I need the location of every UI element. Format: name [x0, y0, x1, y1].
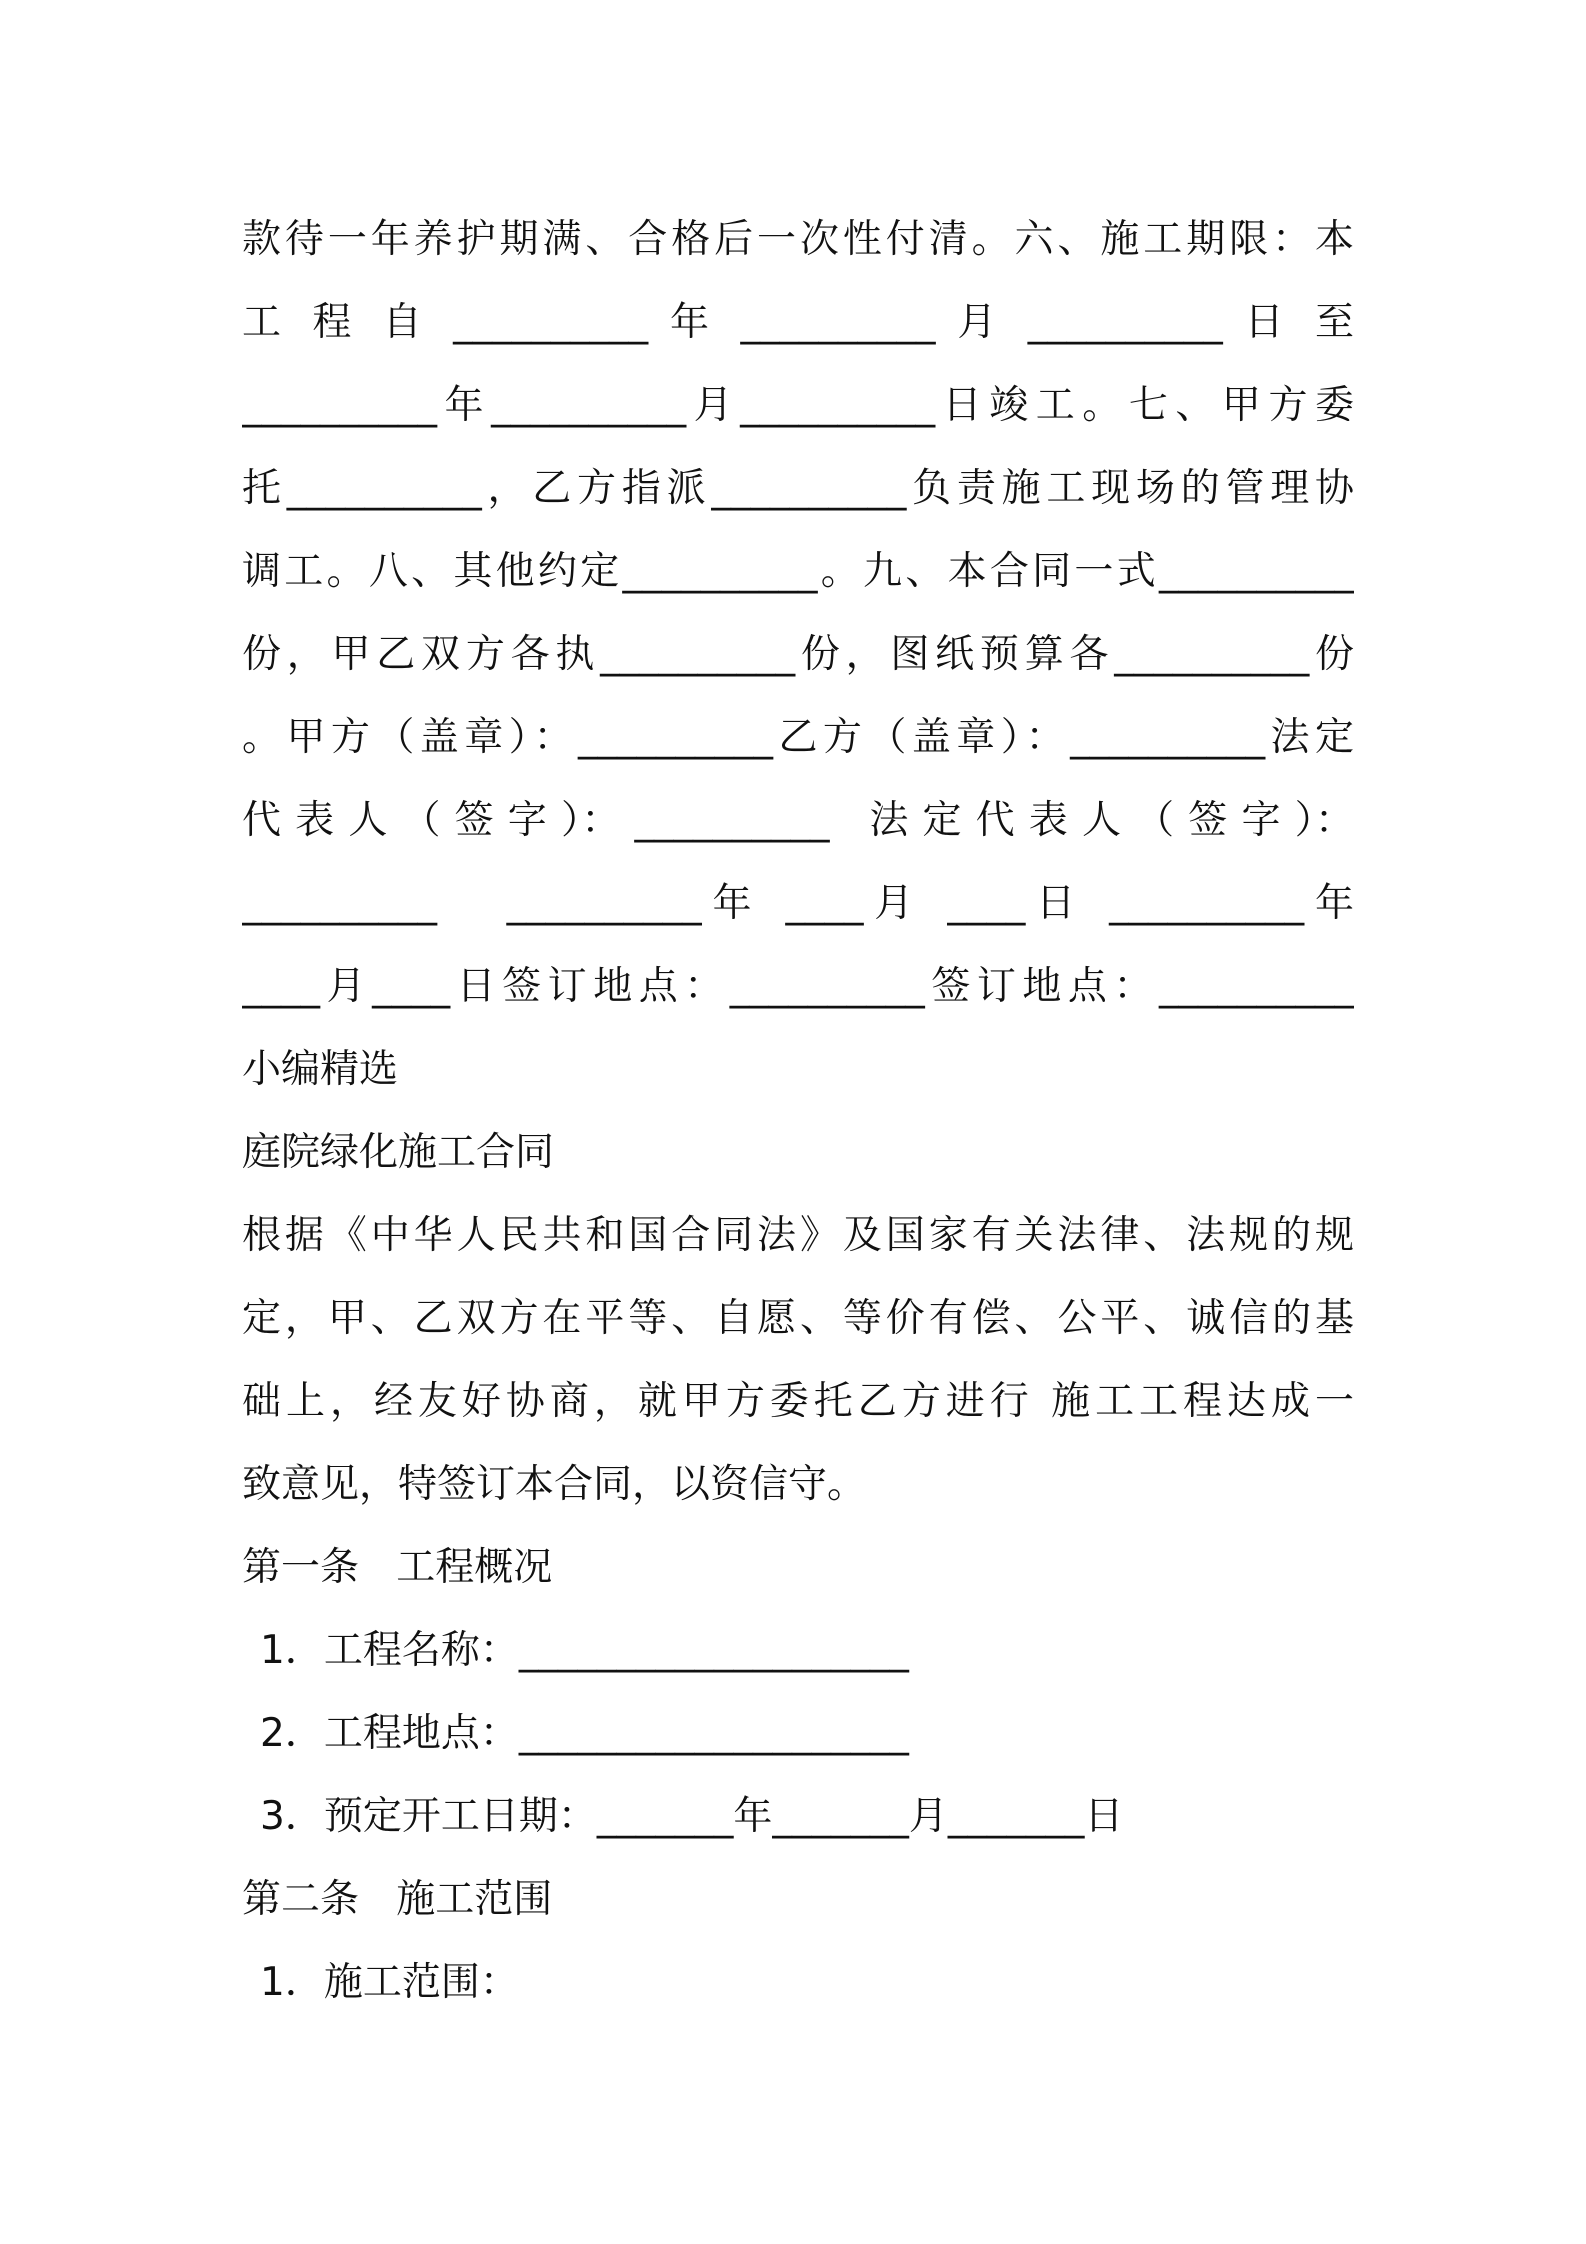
text-line: __________年__________月__________日竣工。七、甲方委 [242, 383, 1354, 428]
date-line: __________ __________年 ____月 ____日 __________年 [242, 881, 1354, 926]
text-line: 根据《中华人民共和国合同法》及国家有关法律、法规的规 [242, 1213, 1354, 1258]
section-label: 小编精选 [242, 1047, 399, 1092]
list-item: 3．预定开工日期：_______年_______月_______日 [260, 1794, 1124, 1839]
list-item: 1．施工范围： [260, 1960, 519, 2005]
text-line: 致意见，特签订本合同，以资信守。 [242, 1462, 867, 1507]
text-line: 础上，经友好协商，就甲方委托乙方进行 施工工程达成一 [242, 1379, 1354, 1424]
document-body [242, 198, 1354, 2024]
text-line: 。甲方（盖章）：__________乙方（盖章）：__________法定 [242, 715, 1354, 760]
list-item: 1．工程名称：____________________ [260, 1628, 909, 1673]
signature-line: 代 表 人 （ 签 字 ）： __________ 法 定 代 表 人 （ 签 字 ）： [242, 798, 1354, 843]
contract-title: 庭院绿化施工合同 [242, 1130, 555, 1175]
text-line: 托__________，乙方指派__________负责施工现场的管理协 [242, 466, 1354, 511]
text-line: 工 程 自 __________ 年 __________ 月 __________ 日 至 [242, 300, 1354, 345]
text-line: 调工。八、其他约定__________。九、本合同一式__________ [242, 549, 1354, 594]
article-heading: 第二条 施工范围 [242, 1877, 553, 1922]
signing-place-line: ____月____日签订地点：__________签订地点：__________ [242, 964, 1354, 1009]
list-item: 2．工程地点：____________________ [260, 1711, 909, 1756]
text-line: 定，甲、乙双方在平等、自愿、等价有偿、公平、诚信的基 [242, 1296, 1354, 1341]
text-line: 款待一年养护期满、合格后一次性付清。六、施工期限：本 [242, 217, 1354, 262]
text-line: 份，甲乙双方各执__________份，图纸预算各__________份 [242, 632, 1354, 677]
article-heading: 第一条 工程概况 [242, 1545, 553, 1590]
